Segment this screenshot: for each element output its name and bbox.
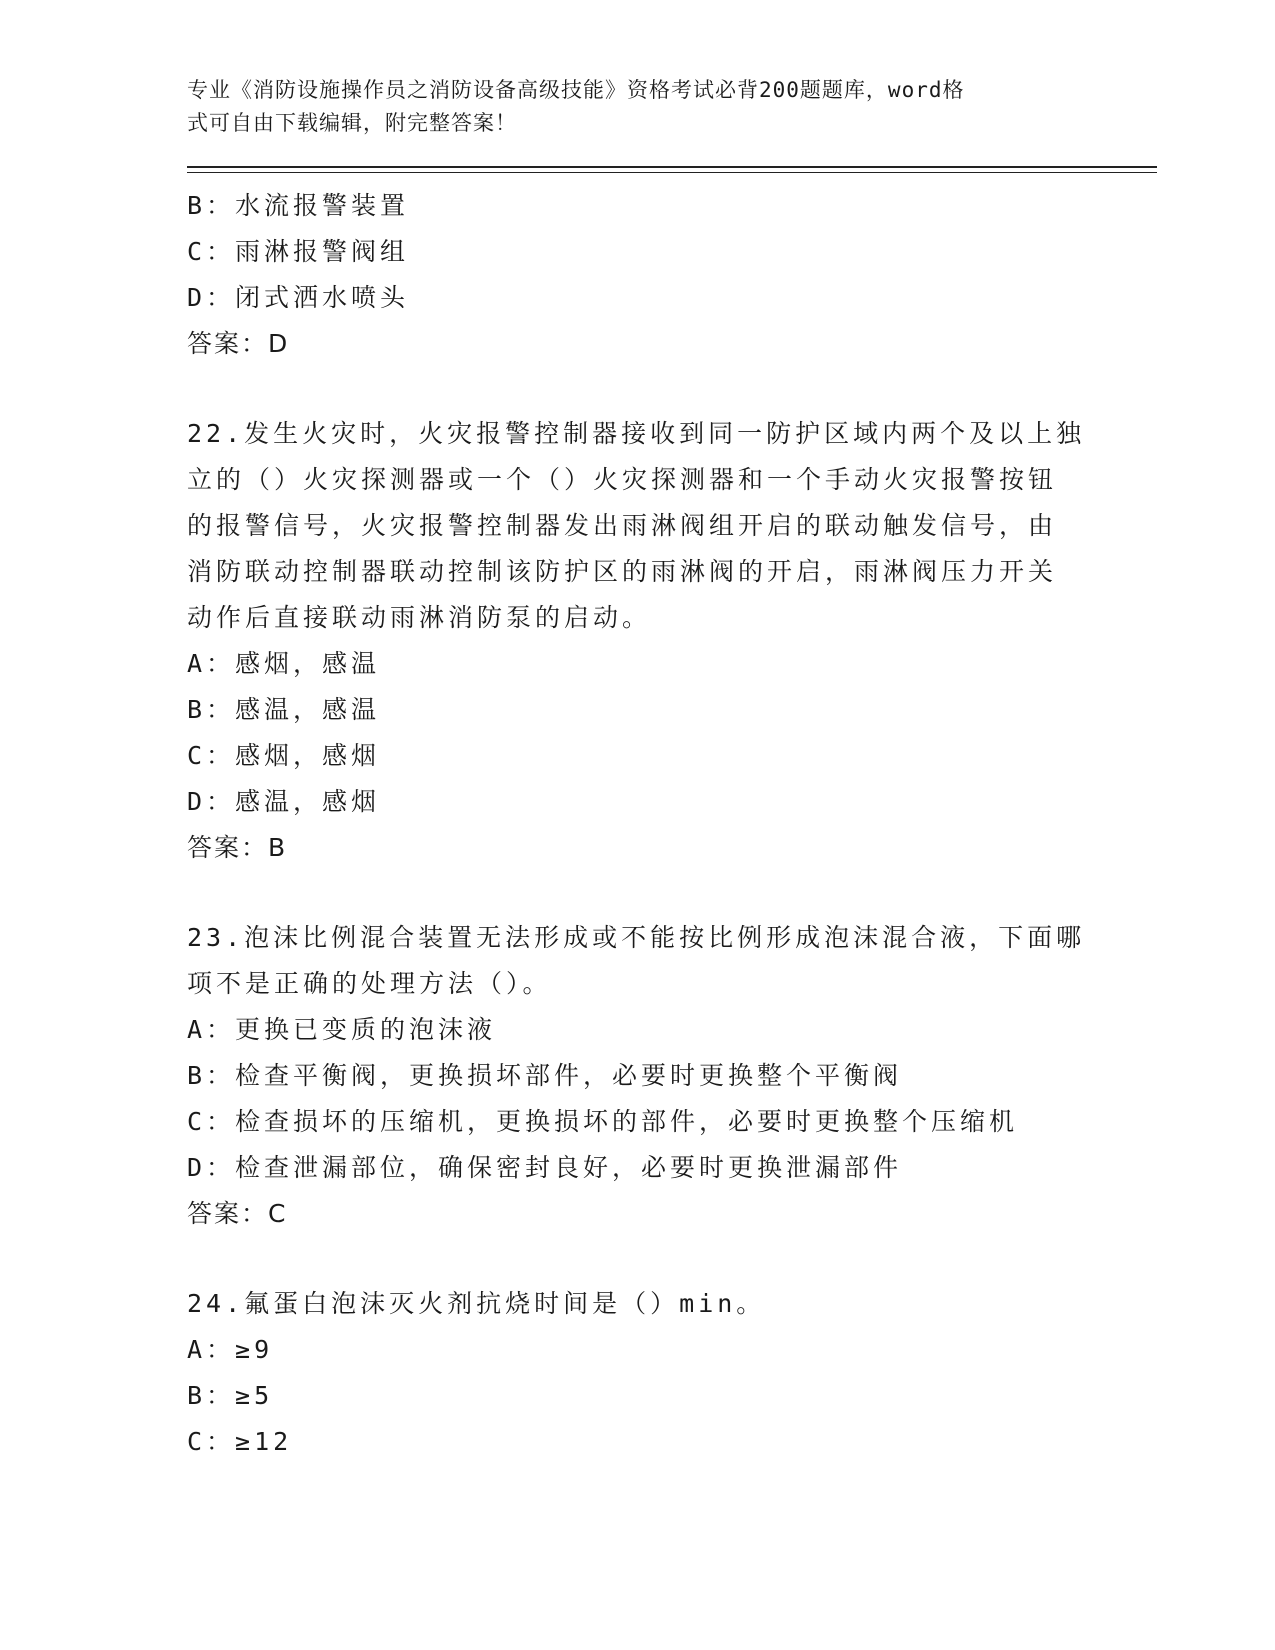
option-c: C：≥12: [187, 1427, 293, 1456]
header-divider: [187, 166, 1157, 173]
question-line: 的报警信号，火灾报警控制器发出雨淋阀组开启的联动触发信号，由: [187, 511, 1058, 540]
spacer: [187, 1237, 1157, 1281]
question-23: [187, 915, 1157, 1237]
divider-thick: [187, 166, 1157, 168]
answer: 答案：C: [187, 1199, 288, 1228]
question-line: 24.氟蛋白泡沫灭火剂抗烧时间是（）min。: [187, 1289, 766, 1318]
option-b: B：感温，感温: [187, 695, 381, 724]
option-d: D：感温，感烟: [187, 787, 381, 816]
option-a: A：更换已变质的泡沫液: [187, 1015, 497, 1044]
question-text: [187, 1281, 1157, 1327]
header-line-1: 专业《消防设施操作员之消防设备高级技能》资格考试必背200题题库，word格: [187, 78, 965, 102]
option-d: D：检查泄漏部位，确保密封良好，必要时更换泄漏部件: [187, 1153, 903, 1182]
question-text: [187, 411, 1157, 641]
question-line: 立的（）火灾探测器或一个（）火灾探测器和一个手动火灾报警按钮: [187, 465, 1058, 494]
option-b: B：检查平衡阀，更换损坏部件，必要时更换整个平衡阀: [187, 1061, 903, 1090]
option-c: C：感烟，感烟: [187, 741, 381, 770]
option-c: C：雨淋报警阀组: [187, 237, 410, 266]
answer: 答案：B: [187, 833, 288, 862]
question-line: 动作后直接联动雨淋消防泵的启动。: [187, 603, 652, 632]
question-line: 消防联动控制器联动控制该防护区的雨淋阀的开启，雨淋阀压力开关: [187, 557, 1058, 586]
option-c: C：检查损坏的压缩机，更换损坏的部件，必要时更换整个压缩机: [187, 1107, 1019, 1136]
divider-thin: [187, 172, 1157, 173]
option-a: A：≥9: [187, 1335, 274, 1364]
answer: 答案：D: [187, 329, 290, 358]
spacer: [187, 367, 1157, 411]
question-line: 22.发生火灾时，火灾报警控制器接收到同一防护区域内两个及以上独: [187, 419, 1086, 448]
question-24: [187, 1281, 1157, 1465]
spacer: [187, 871, 1157, 915]
question-text: [187, 915, 1157, 1007]
question-line: 23.泡沫比例混合装置无法形成或不能按比例形成泡沫混合液，下面哪: [187, 923, 1086, 952]
question-22: [187, 411, 1157, 871]
option-a: A：感烟，感温: [187, 649, 381, 678]
question-list: [187, 183, 1157, 1465]
header-line-2: 式可自由下载编辑，附完整答案！: [187, 111, 517, 135]
option-b: B：水流报警装置: [187, 191, 410, 220]
document-header: [187, 74, 1067, 140]
option-d: D：闭式洒水喷头: [187, 283, 410, 312]
question-21: [187, 183, 1157, 367]
document-page: [187, 74, 1157, 1465]
option-b: B：≥5: [187, 1381, 274, 1410]
question-line: 项不是正确的处理方法（）。: [187, 969, 552, 998]
